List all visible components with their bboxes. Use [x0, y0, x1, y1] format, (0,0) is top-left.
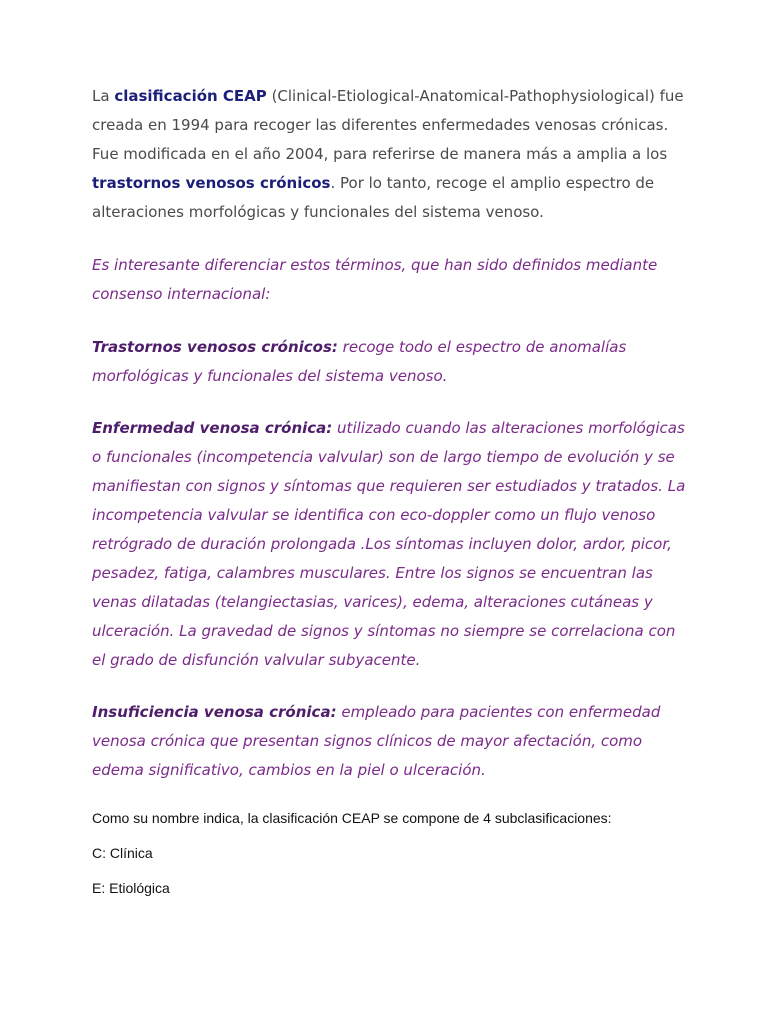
definition-enfermedad	[92, 414, 692, 675]
term-trastornos: trastornos venosos crónicos	[92, 174, 331, 192]
document-page	[92, 82, 692, 915]
definition-text: utilizado cuando las alteraciones morfológicas o funcionales (incompetencia valvular) son de largo tiempo de evolución y se manifiestan con signos y síntomas que requieren ser estudiados y tratados. La incompetencia valvular se identifica con eco-doppler como un flujo venoso retrógrado de duración prolongada .Los síntomas incluyen dolor, ardor, picor, pesadez, fatiga, calambres musculares. Entre los signos se encuentran las venas dilatadas (telangiectasias, varices), edema, alteraciones cutáneas y ulceración. La gravedad de signos y síntomas no siempre se correlaciona con el grado de disfunción valvular subyacente.	[92, 419, 686, 669]
intro-suffix: . Por lo tanto, recoge el amplio espectro de alteraciones morfológicas y funcionales del sistema venoso.	[92, 174, 655, 221]
subclass-item: E: Etiológica	[92, 880, 170, 896]
definition-term: Trastornos venosos crónicos:	[92, 338, 338, 356]
intro-middle: (Clinical-Etiological-Anatomical-Pathophysiological) fue creada en 1994 para recoger las diferentes enfermedades venosas crónicas. Fue modificada en el año 2004, para referirse de manera más a amplia a los	[92, 87, 684, 163]
term-ceap: clasificación CEAP	[114, 87, 267, 105]
subclass-item: C: Clínica	[92, 845, 153, 861]
definition-term: Enfermedad venosa crónica:	[92, 419, 333, 437]
ceap-intro: Como su nombre indica, la clasificación CEAP se compone de 4 subclasificaciones:	[92, 810, 612, 826]
definitions-intro: Es interesante diferenciar estos términos, que han sido definidos mediante consenso internacional:	[92, 256, 658, 303]
definition-text: recoge todo el espectro de anomalías morfológicas y funcionales del sistema venoso.	[92, 338, 627, 385]
intro-paragraph	[92, 82, 692, 227]
intro-prefix: La	[92, 87, 115, 105]
definition-insuficiencia	[92, 698, 692, 785]
definition-trastornos	[92, 333, 692, 391]
definition-text: empleado para pacientes con enfermedad venosa crónica que presentan signos clínicos de mayor afectación, como edema significativo, cambios en la piel o ulceración.	[92, 703, 661, 779]
definition-term: Insuficiencia venosa crónica:	[92, 703, 337, 721]
